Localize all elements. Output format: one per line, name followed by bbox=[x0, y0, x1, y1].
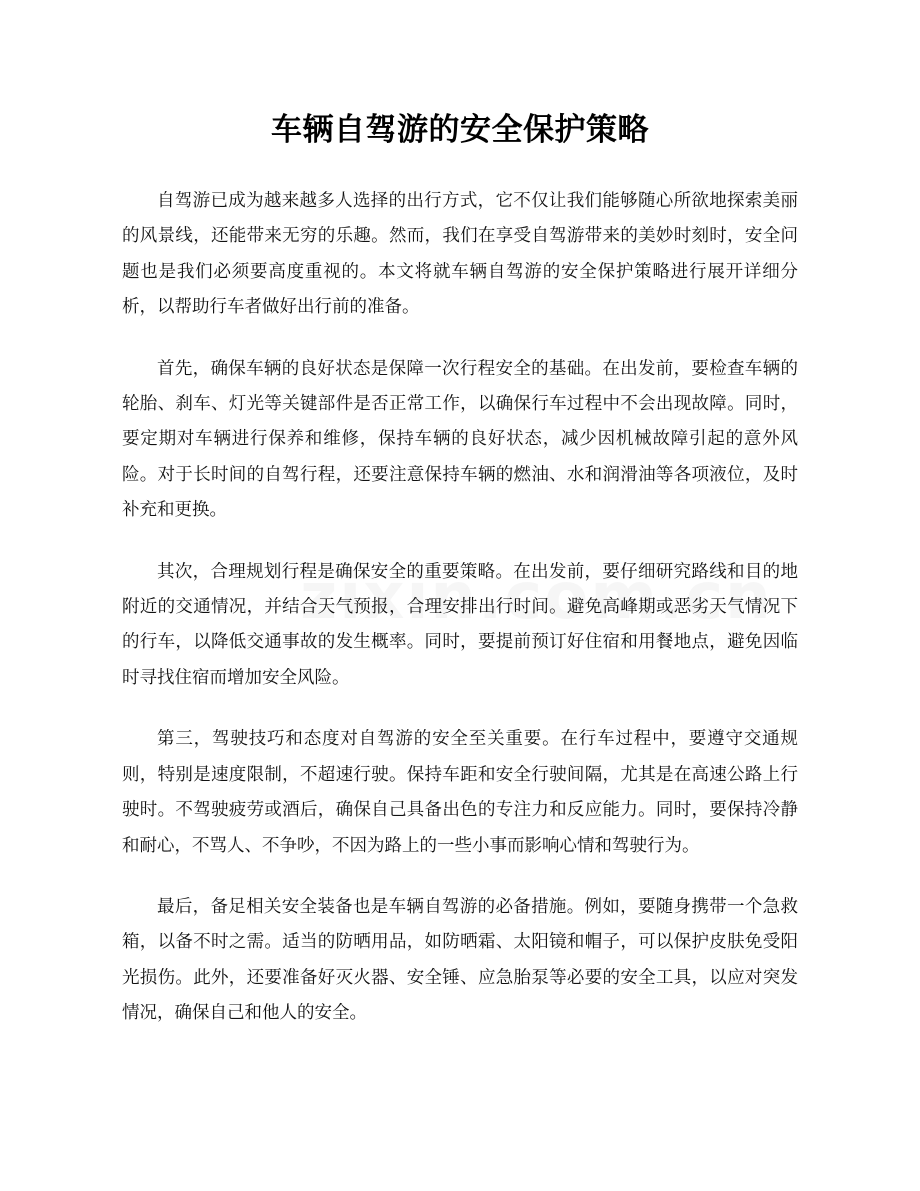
paragraph-intro: 自驾游已成为越来越多人选择的出行方式，它不仅让我们能够随心所欲地探索美丽的风景线，还能带来无穷的乐趣。然而，我们在享受自驾游带来的美妙时刻时，安全问题也是我们必须要高度重视的。本文将就车辆自驾游的安全保护策略进行展开详细分析，以帮助行车者做好出行前的准备。 bbox=[122, 191, 798, 318]
paragraph-safety-equipment: 最后，备足相关安全装备也是车辆自驾游的必备措施。例如，要随身携带一个急救箱，以备不时之需。适当的防晒用品，如防晒霜、太阳镜和帽子，可以保护皮肤免受阳光损伤。此外，还要准备好灭火器、安全锤、应急胎泵等必要的安全工具，以应对突发情况，确保自己和他人的安全。 bbox=[122, 896, 798, 1024]
document-body bbox=[122, 184, 798, 1058]
paragraph-vehicle-condition: 首先，确保车辆的良好状态是保障一次行程安全的基础。在出发前，要检查车辆的轮胎、刹车、灯光等关键部件是否正常工作，以确保行车过程中不会出现故障。同时，要定期对车辆进行保养和维修，保持车辆的良好状态，减少因机械故障引起的意外风险。对于长时间的自驾行程，还要注意保持车辆的燃油、水和润滑油等各项液位，及时补充和更换。 bbox=[122, 358, 798, 521]
paragraph-route-planning: 其次，合理规划行程是确保安全的重要策略。在出发前，要仔细研究路线和目的地附近的交通情况，并结合天气预报，合理安排出行时间。避免高峰期或恶劣天气情况下的行车，以降低交通事故的发生概率。同时，要提前预订好住宿和用餐地点，避免因临时寻找住宿而增加安全风险。 bbox=[122, 561, 798, 688]
paragraph-driving-skills: 第三，驾驶技巧和态度对自驾游的安全至关重要。在行车过程中，要遵守交通规则，特别是速度限制，不超速行驶。保持车距和安全行驶间隔，尤其是在高速公路上行驶时。不驾驶疲劳或酒后，确保自己具备出色的专注力和反应能力。同时，要保持冷静和耐心，不骂人、不争吵，不因为路上的一些小事而影响心情和驾驶行为。 bbox=[122, 729, 798, 856]
document-title: 车辆自驾游的安全保护策略 bbox=[271, 112, 649, 148]
